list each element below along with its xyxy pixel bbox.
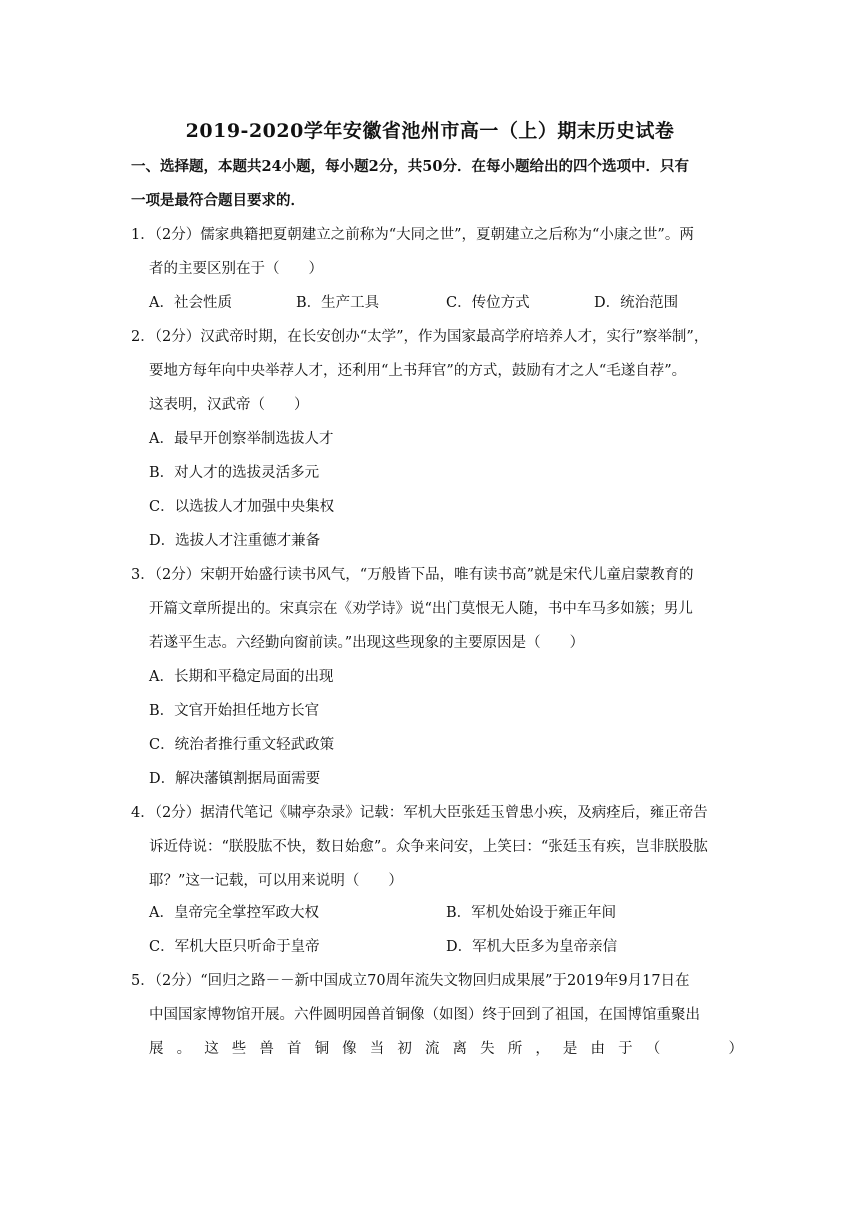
question-5-line-3-char: 像 <box>342 1041 357 1057</box>
question-4-line-2: 诉近侍说：“朕股肱不快，数日始愈”。众争来问安，上笑曰：“张廷玉有疾，岂非朕股肱 <box>149 839 708 855</box>
question-5-line-2: 中国国家博物馆开展。六件圆明园兽首铜像（如图）终于回到了祖国，在国博馆重聚出 <box>149 1007 700 1023</box>
question-4-option-d[interactable]: D．军机大臣多为皇帝亲信 <box>446 939 618 955</box>
section-heading-line-1: 一、选择题，本题共24小题，每小题2分，共50分．在每小题给出的四个选项中．只有 <box>131 158 689 175</box>
question-2-line-2: 要地方每年向中央举荐人才，还利用“上书拜官”的方式，鼓励有才之人“毛遂自荐”。 <box>149 363 687 379</box>
question-2-option-d[interactable]: D．选拔人才注重德才兼备 <box>149 533 321 549</box>
question-4-option-b[interactable]: B．军机处始设于雍正年间 <box>446 905 617 921</box>
question-1-line-1: 1．（2分）儒家典籍把夏朝建立之前称为“大同之世”，夏朝建立之后称为“小康之世”。两 <box>131 227 694 243</box>
question-4-option-a[interactable]: A．皇帝完全掌控军政大权 <box>149 905 319 921</box>
question-1-option-c[interactable]: C．传位方式 <box>446 295 530 311</box>
question-5-line-3-char: ） <box>728 1041 743 1057</box>
question-5-line-3-char: 流 <box>424 1041 440 1057</box>
section-heading <box>131 150 743 218</box>
question-4 <box>131 796 743 898</box>
question-3-option-d[interactable]: D．解决藩镇割据局面需要 <box>149 771 321 787</box>
question-1-option-b[interactable]: B．生产工具 <box>296 295 380 311</box>
question-5-line-3-char: 兽 <box>259 1041 274 1057</box>
section-heading-line-2: 一项是最符合题目要求的． <box>131 192 305 209</box>
question-3-option-c[interactable]: C．统治者推行重文轻武政策 <box>149 737 335 753</box>
question-5-line-3-char: 失 <box>480 1041 495 1057</box>
question-5-line-3-char: 初 <box>397 1041 412 1057</box>
question-5-line-3-char: 所 <box>507 1041 523 1057</box>
question-4-line-3: 耶？”这一记载，可以用来说明（ ） <box>149 873 403 889</box>
exam-title: 2019-2020学年安徽省池州市高一（上）期末历史试卷 <box>185 120 675 142</box>
question-2 <box>131 320 743 422</box>
question-5-line-3 <box>131 1032 743 1066</box>
question-2-line-1: 2．（2分）汉武帝时期，在长安创办“太学”，作为国家最高学府培养人才，实行”察举制”， <box>131 329 709 345</box>
question-5 <box>131 964 743 1066</box>
question-2-option-b[interactable]: B．对人才的选拔灵活多元 <box>149 465 320 481</box>
question-4-option-c[interactable]: C．军机大臣只听命于皇帝 <box>149 939 320 955</box>
question-3 <box>131 558 743 660</box>
question-3-line-3: 若遂平生志。六经勤向窗前读。”出现这些现象的主要原因是（ ） <box>149 635 585 651</box>
question-5-line-3-char: 展 <box>149 1041 164 1057</box>
question-5-line-3-char: （ <box>645 1041 661 1057</box>
question-1-option-a[interactable]: A．社会性质 <box>149 295 232 311</box>
question-5-line-3-char: 是 <box>562 1041 578 1057</box>
question-5-line-3-char: 些 <box>231 1041 247 1057</box>
question-2-option-a[interactable]: A．最早开创察举制选拔人才 <box>149 431 334 447</box>
question-5-line-3-char: 铜 <box>314 1041 330 1057</box>
question-1 <box>131 218 743 286</box>
question-3-option-b[interactable]: B．文官开始担任地方长官 <box>149 703 320 719</box>
question-5-line-3-char: 首 <box>286 1041 302 1057</box>
question-5-line-3-char <box>701 1032 716 1066</box>
question-1-option-d[interactable]: D．统治范围 <box>594 295 679 311</box>
question-5-line-3-char: 于 <box>618 1041 633 1057</box>
question-3-line-2: 开篇文章所提出的。宋真宗在《劝学诗》说“出门莫恨无人随，书中车马多如簇；男儿 <box>149 601 693 617</box>
question-3-option-a[interactable]: A．长期和平稳定局面的出现 <box>149 669 334 685</box>
question-5-line-3-char: 当 <box>369 1041 385 1057</box>
question-4-line-1: 4．（2分）据清代笔记《啸亭杂录》记载：军机大臣张廷玉曾患小疾，及病痊后，雍正帝告 <box>131 805 708 821</box>
question-5-line-3-char: ， <box>535 1041 550 1057</box>
question-5-line-3-char: 这 <box>204 1041 219 1057</box>
question-5-line-1: 5．（2分）“回归之路－－新中国成立70周年流失文物回归成果展”于2019年9月17日在 <box>131 973 690 989</box>
question-2-option-c[interactable]: C．以选拔人才加强中央集权 <box>149 499 335 515</box>
question-3-line-1: 3．（2分）宋朝开始盛行读书风气，“万般皆下品，唯有读书高”就是宋代儿童启蒙教育的 <box>131 567 694 583</box>
question-5-line-3-char: 。 <box>176 1041 192 1057</box>
question-2-line-3: 这表明，汉武帝（ ） <box>149 397 309 413</box>
question-5-line-3-char: 离 <box>452 1041 468 1057</box>
question-1-line-2: 者的主要区别在于（ ） <box>149 261 323 277</box>
question-5-line-3-char <box>673 1032 688 1066</box>
question-5-line-3-char: 由 <box>590 1041 605 1057</box>
